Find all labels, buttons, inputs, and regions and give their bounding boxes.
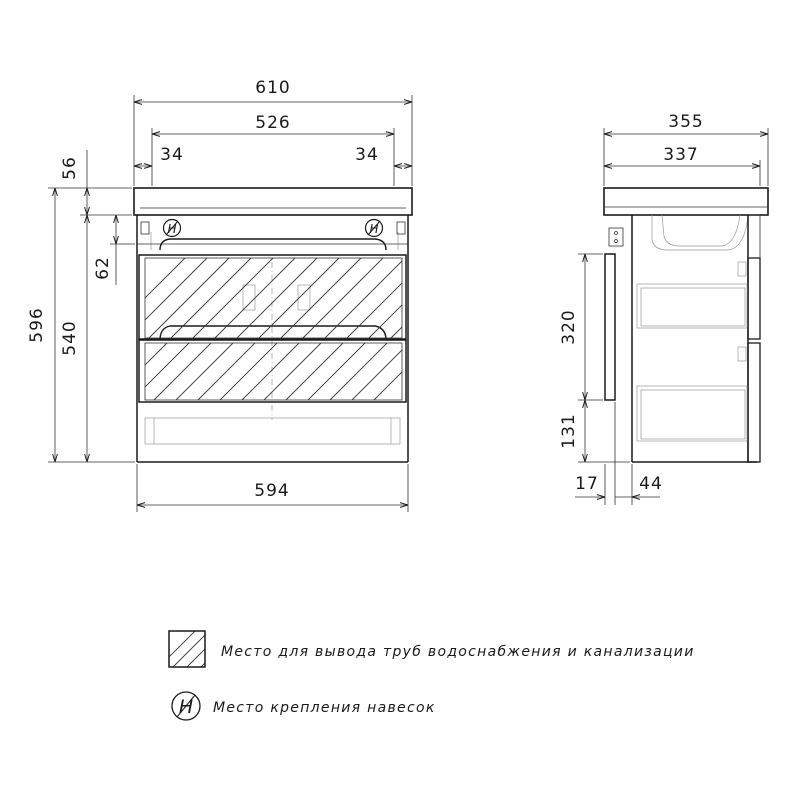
dim-right-offset: 34 (355, 145, 379, 165)
dim-hanger-height: 62 (93, 256, 113, 280)
dim-overall-width: 610 (255, 78, 291, 98)
front-dimensions (27, 78, 412, 512)
dim-body-height: 540 (60, 320, 80, 356)
svg-text:H: H (178, 696, 194, 718)
svg-text:H: H (369, 222, 379, 236)
side-pipe-zone (605, 254, 615, 400)
dim-total-height: 596 (27, 307, 47, 343)
legend-hanger-label: Место крепления навесок (213, 700, 436, 716)
countertop (134, 188, 412, 215)
dim-body-depth: 337 (663, 145, 699, 165)
dim-pipe-zone-depth: 44 (639, 474, 663, 494)
side-hidden-drawers (637, 262, 747, 441)
dim-left-offset: 34 (160, 145, 184, 165)
dim-pipe-zone-bottom: 131 (559, 413, 579, 449)
dim-pipe-zone-height: 320 (559, 309, 579, 345)
legend-hanger-icon (172, 692, 200, 720)
svg-text:H: H (167, 222, 177, 236)
dim-wall-gap: 17 (575, 474, 599, 494)
dim-bottom-width: 594 (254, 481, 290, 501)
legend (159, 631, 695, 720)
hanger-marker-left (141, 220, 181, 237)
dim-top-thickness: 56 (60, 156, 80, 180)
dim-overall-depth: 355 (668, 112, 704, 132)
legend-pipes-label: Место для вывода труб водоснабжения и канализации (221, 644, 695, 660)
hanger-marker-right (366, 220, 406, 237)
side-dimensions (559, 112, 768, 505)
side-view (604, 188, 768, 462)
front-view (105, 188, 471, 462)
pipe-zone-hatch-2 (110, 343, 431, 400)
dim-inner-width: 526 (255, 113, 291, 133)
